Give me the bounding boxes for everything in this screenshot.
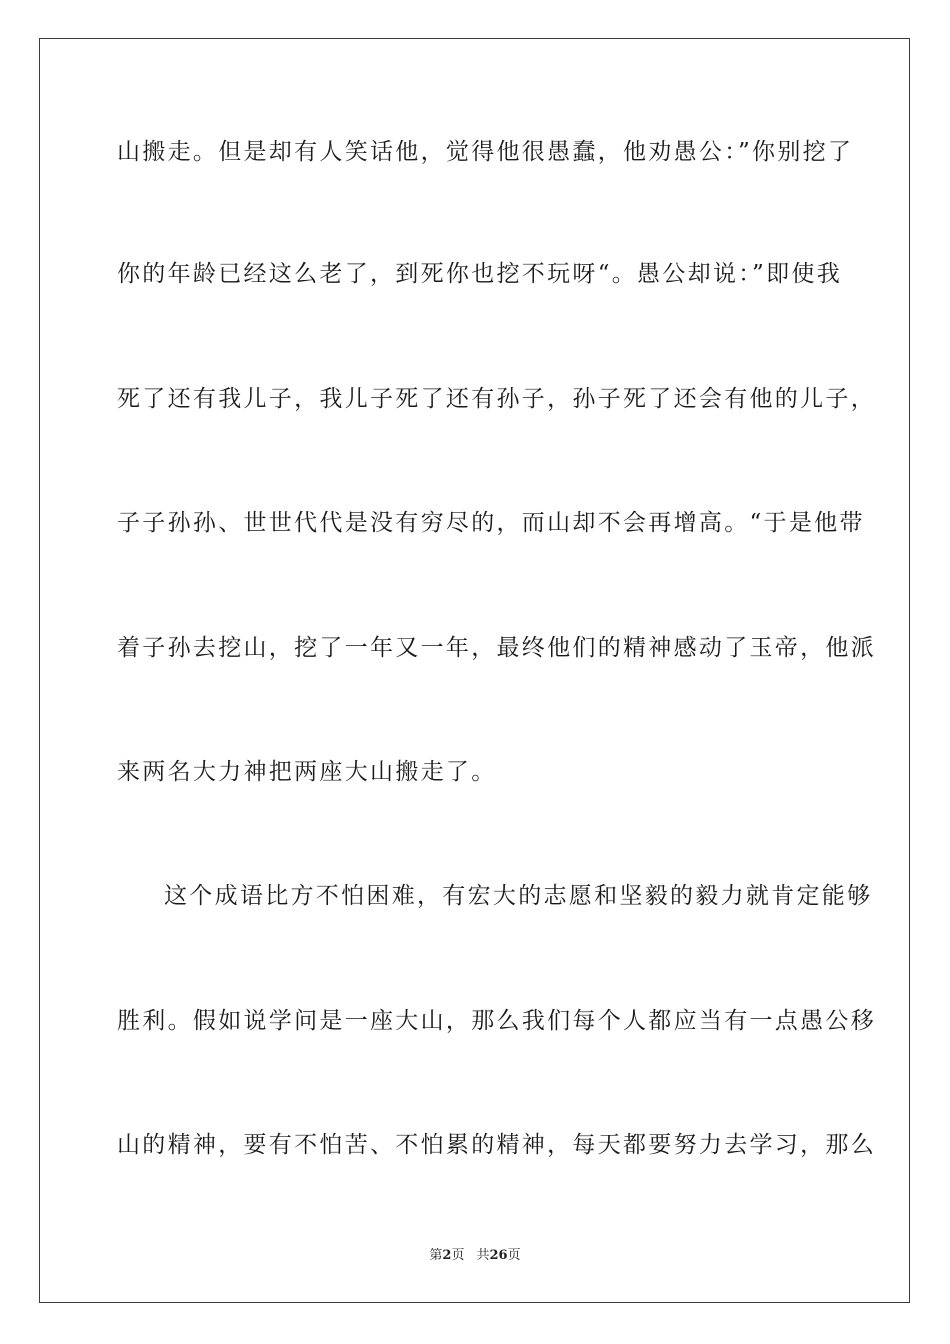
body-text-line-8: 胜利。假如说学问是一座大山，那么我们每个人都应当有一点愚公移 <box>117 1008 876 1034</box>
page-prefix: 第 <box>429 1248 443 1263</box>
body-text-line-7: 这个成语比方不怕困难，有宏大的志愿和坚毅的毅力就肯定能够 <box>164 883 873 909</box>
body-text-line-3: 死了还有我儿子，我儿子死了还有孙子，孙子死了还会有他的儿子， <box>117 386 876 412</box>
body-text-line-1: 山搬走。但是却有人笑话他，觉得他很愚蠢，他劝愚公：”你别挖了 <box>117 139 854 165</box>
body-text-line-9: 山的精神，要有不怕苦、不怕累的精神，每天都要努力去学习，那么 <box>117 1132 876 1158</box>
body-text-line-5: 着子孙去挖山，挖了一年又一年，最终他们的精神感动了玉帝，他派 <box>117 635 876 661</box>
current-page-number: 2 <box>442 1248 452 1263</box>
page-border <box>39 38 910 1303</box>
total-prefix: 共 <box>476 1248 490 1263</box>
body-text-line-6: 来两名大力神把两座大山搬走了。 <box>117 759 497 785</box>
body-text-line-2: 你的年龄已经这么老了，到死你也挖不玩呀“。愚公却说：”即使我 <box>117 261 843 287</box>
total-unit: 页 <box>507 1248 521 1263</box>
page-footer <box>0 1247 950 1265</box>
page-unit: 页 <box>451 1248 465 1263</box>
total-page-number: 26 <box>489 1248 508 1263</box>
body-text-line-4: 子子孙孙、世世代代是没有穷尽的，而山却不会再增高。“于是他带 <box>117 510 865 536</box>
